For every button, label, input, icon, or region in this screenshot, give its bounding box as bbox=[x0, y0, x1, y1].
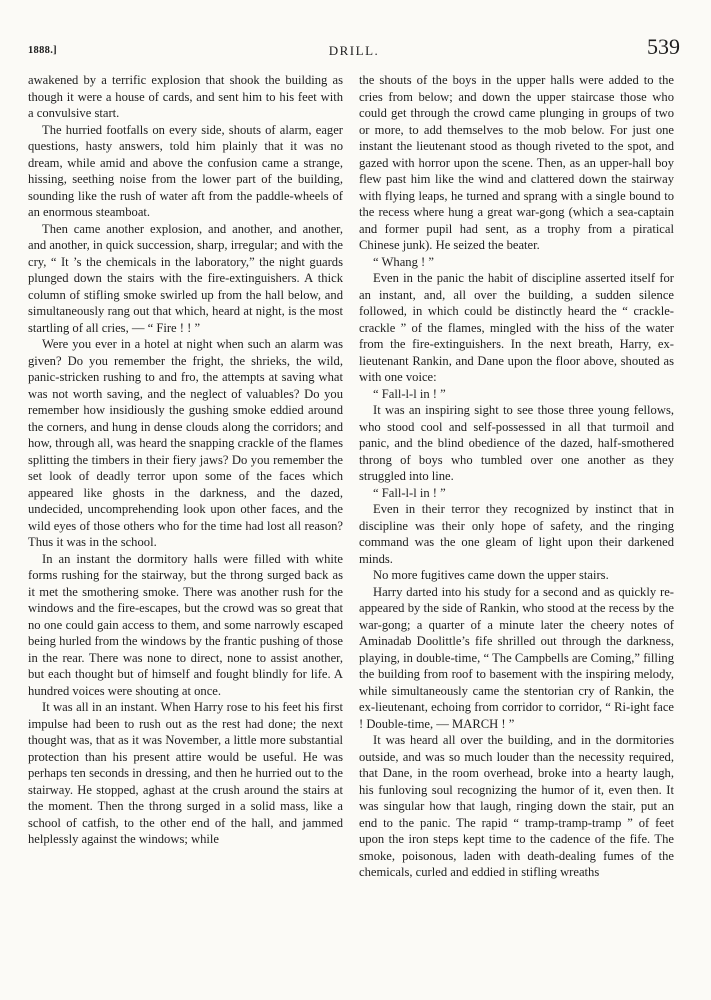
page-number: 539 bbox=[647, 34, 680, 59]
header-year: 1888.] bbox=[28, 45, 57, 56]
paragraph: “ Fall-l-l in ! ” bbox=[373, 386, 446, 401]
paragraph: Then came another explosion, and another, and another, and another, in quick succession, sharp, irregular; and with the cry, “ It ’s the chemicals in the laboratory,” the night guards plunged down the stairs with the fire-extinguishers. A thick column of stifling smoke swirled up from the hall below, and simultaneously rang out that which, heard at night, is the most startling of all cries, — “ Fire ! ! ” bbox=[28, 221, 343, 335]
paragraph: No more fugitives came down the upper stairs. bbox=[373, 568, 609, 582]
paragraph: the shouts of the boys in the upper halls were added to the cries from below; and down the upper staircase those who could get through the crowd came plunging in groups of two or more, to add themselves to the mob below. For just one instant the lieutenant stood as though riveted to the spot, and gazed with horror upon the scene. Then, as an upper-hall boy flew past him like the wind and clattered down the stairway with flying leaps, he turned and sprang with a single bound to the recess where hung a great war-gong (which a sea-captain and former pupil had sent, as a trophy from a piratical Chinese junk). He seized the beater. bbox=[359, 73, 674, 252]
paragraph: It was all in an instant. When Harry rose to his feet his first impulse had been to rush out as the rest had done; the next thought was, that as it was November, a little more substantial protection than his present attire would be useful. He was perhaps ten seconds in dressing, and then he hurried out to the stairway. He stopped, aghast at the crush around the stairs at the moment. Then the throng surged in a solid mass, like a school of catfish, to the other end of the hall, and jammed helplessly against the windows; while bbox=[28, 700, 343, 846]
paragraph: It was an inspiring sight to see those three young fellows, who stood cool and self-possessed in all that turmoil and panic, and the blind obedience of the dazed, half-smothered throng of boys who tumbled over one another as they struggled into line. bbox=[359, 403, 674, 483]
paragraph: Were you ever in a hotel at night when such an alarm was given? Do you remember the fright, the shrieks, the wild, panic-stricken rushing to and fro, the attempts at saving what was not worth saving, and the neglect of valuables? Do you remember how insidiously the gushing smoke eddied around the corners, and hung in dense clouds along the corridors; and how, through all, was heard the snapping crackle of the flames splitting the timbers in their fiery jaws? Do you remember the set look of deadly terror upon some of the faces which appeared like ghosts in the darkness, and the dazed, undecided, uncomprehending look upon other faces, and the wild eyes of those others who for the time had lost all reason? Thus it was in the school. bbox=[28, 337, 343, 549]
page-header bbox=[28, 34, 680, 68]
paragraph: In an instant the dormitory halls were filled with white forms rushing for the stairway, but the throng surged back as it met the smothering smoke. There was another rush for the windows and the fire-escapes, but the crowd was so great that no one could gain access to them, and some narrowly escaped being hurled from the windows by the frantic pushing of those in the rear. There was none to direct, none to assist another, but each thought but of himself and fought blindly for life. A hundred voices were shouting at once. bbox=[28, 551, 343, 698]
paragraph: It was heard all over the building, and in the dormitories outside, and was so much louder than the necessity required, that Dane, in the room overhead, broke into a hearty laugh, his funloving soul recognizing the humor of it, even then. It was singular how that laugh, ringing down the stair, put an end to the panic. The rapid “ tramp-tramp-tramp ” of feet upon the iron steps kept time to the cadence of the fife. The smoke, poisonous, laden with death-dealing fumes of the chemicals, curled and eddied in stifling wreaths bbox=[359, 733, 674, 879]
paragraph: The hurried footfalls on every side, shouts of alarm, eager questions, hasty answers, told him plainly that it was no dream, while amid and above the confusion came a strange, hissing, seething noise from the lower part of the building, sounding like the rush of water aft from the paddle-wheels of an enormous steamboat. bbox=[28, 122, 343, 219]
left-column bbox=[28, 72, 343, 848]
paragraph: Harry darted into his study for a second and as quickly re-appeared by the side of Rankin, who stood at the recess by the war-gong; a quarter of a minute later the cheery notes of Aminadab Doolittle’s fife shrilled out through the darkness, playing, in double-time, “ The Campbells are Coming,” filling the building from roof to basement with the inspiring melody, while simultaneously came the stentorian cry of Rankin, the ex-lieutenant, echoing from corridor to corridor, “ Ri-ight face ! Double-time, — MARCH ! ” bbox=[359, 584, 674, 731]
running-title: DRILL. bbox=[328, 43, 380, 58]
paragraph: awakened by a terrific explosion that shook the building as though it were a house of cards, and sent him to his feet with a convulsive start. bbox=[28, 73, 343, 120]
paragraph: “ Whang ! ” bbox=[373, 254, 434, 269]
right-column bbox=[359, 72, 674, 881]
paragraph: Even in the panic the habit of discipline asserted itself for an instant, and, all over the building, a sudden silence followed, in which could be distinctly heard the “ crackle-crackle ” of the flames, mingled with the hiss of the water from the fire-extinguishers. In the next breath, Harry, ex-lieutenant Rankin, and Dane upon the floor above, shouted as with one voice: bbox=[359, 271, 674, 384]
paragraph: Even in their terror they recognized by instinct that in discipline was their only hope of safety, and the ringing command was the one gleam of light upon their darkened minds. bbox=[359, 502, 674, 566]
paragraph: “ Fall-l-l in ! ” bbox=[373, 485, 446, 500]
